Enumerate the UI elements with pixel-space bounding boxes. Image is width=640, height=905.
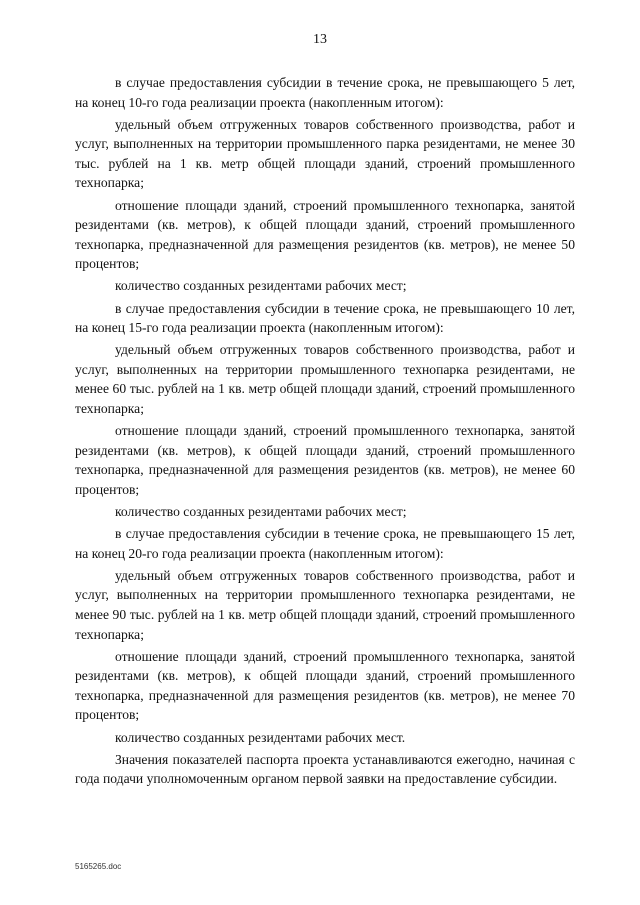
paragraph-indicator-values: Значения показателей паспорта проекта устанавливаются ежегодно, начиная с года подачи уполномоченным органом первой заявки на предоставление субсидии. bbox=[75, 751, 575, 787]
paragraph-jobs-created-2: количество созданных резидентами рабочих мест; bbox=[115, 503, 407, 519]
paragraph-occupancy-60: отношение площади зданий, строений промышленного технопарка, занятой резидентами (кв. метров), к общей площади зданий, строений промышленного технопарка, предназначенной для размещения резидентов (кв. метров), не менее 60 процентов; bbox=[75, 423, 575, 497]
paragraph-shipped-volume-90: удельный объем отгруженных товаров собственного производства, работ и услуг, выполненных на территории промышленного технопарка резидентами, не менее 90 тыс. рублей на 1 кв. метр общей площади зданий, строений промышленного технопарка; bbox=[75, 567, 575, 642]
page-number: 13 bbox=[313, 32, 327, 47]
paragraph-period-15-years: в случае предоставления субсидии в течение срока, не превышающего 15 лет, на конец 20-го года реализации проекта (накопленным итогом): bbox=[75, 526, 575, 561]
document-body bbox=[75, 73, 575, 791]
paragraph-period-5-years: в случае предоставления субсидии в течение срока, не превышающего 5 лет, на конец 10-го года реализации проекта (накопленным итогом): bbox=[75, 75, 575, 110]
paragraph-occupancy-70: отношение площади зданий, строений промышленного технопарка, занятой резидентами (кв. метров), к общей площади зданий, строений промышленного технопарка, предназначенной для размещения резидентов (кв. метров), не менее 70 процентов; bbox=[75, 648, 575, 723]
footer-file-name: 5165265.doc bbox=[75, 862, 122, 871]
paragraph-period-10-years: в случае предоставления субсидии в течение срока, не превышающего 10 лет, на конец 15-го года реализации проекта (накопленным итогом): bbox=[75, 300, 575, 336]
paragraph-occupancy-50: отношение площади зданий, строений промышленного технопарка, занятой резидентами (кв. метров), к общей площади зданий, строений промышленного технопарка, предназначенной для размещения резидентов (кв. метров), не менее 50 процентов; bbox=[75, 197, 575, 272]
paragraph-jobs-created-1: количество созданных резидентами рабочих мест; bbox=[115, 278, 407, 294]
paragraph-shipped-volume-60: удельный объем отгруженных товаров собственного производства, работ и услуг, выполненных на территории промышленного технопарка резидентами, не менее 60 тыс. рублей на 1 кв. метр общей площади зданий, строений промышленного технопарка; bbox=[75, 342, 575, 416]
paragraph-shipped-volume-30: удельный объем отгруженных товаров собственного производства, работ и услуг, выполненных на территории промышленного парка резидентами, не менее 30 тыс. рублей на 1 кв. метр общей площади зданий, строений промышленного технопарка; bbox=[75, 116, 575, 191]
paragraph-jobs-created-3: количество созданных резидентами рабочих мест. bbox=[115, 729, 406, 745]
